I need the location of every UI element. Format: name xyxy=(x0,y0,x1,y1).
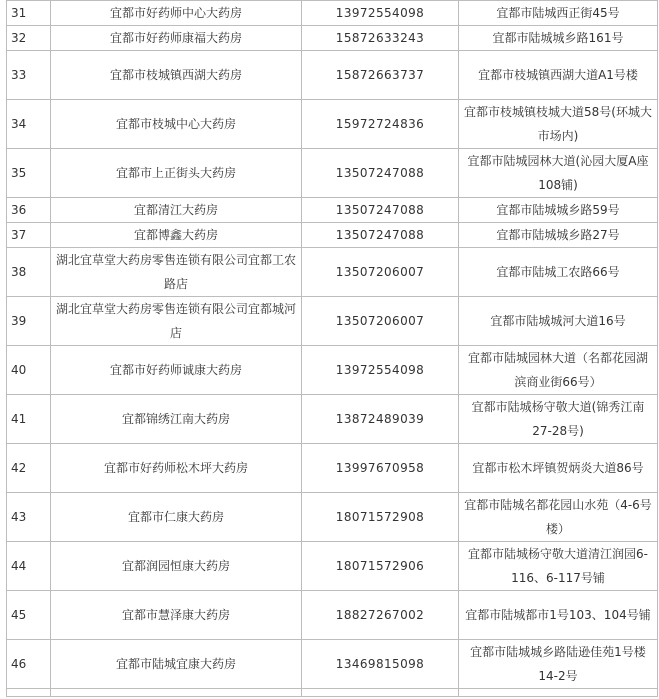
phone-number: 13972554098 xyxy=(302,1,459,26)
phone-number: 13972554098 xyxy=(302,346,459,395)
pharmacy-address: 宜都市陆城城乡路陆逊佳苑1号楼14-2号 xyxy=(459,640,658,689)
row-number: 34 xyxy=(7,100,51,149)
row-number: 41 xyxy=(7,395,51,444)
pharmacy-table xyxy=(6,0,658,697)
phone-number: 13469815098 xyxy=(302,640,459,689)
phone-number: 13507247088 xyxy=(302,149,459,198)
pharmacy-address: 宜都市陆城名都花园山水苑（4-6号楼） xyxy=(459,493,658,542)
pharmacy-address: 宜都市陆城工农路66号 xyxy=(459,248,658,297)
row-number: 43 xyxy=(7,493,51,542)
table-row xyxy=(7,149,658,198)
pharmacy-name: 湖北宜草堂大药房零售连锁有限公司宜都工农路店 xyxy=(51,248,302,297)
pharmacy-name: 宜都市枝城镇西湖大药房 xyxy=(51,51,302,100)
table-row xyxy=(7,640,658,689)
pharmacy-name: 宜都清江大药房 xyxy=(51,198,302,223)
pharmacy-address: 宜都市陆城都市1号103、104号铺 xyxy=(459,591,658,640)
pharmacy-name: 宜都润园恒康大药房 xyxy=(51,542,302,591)
row-number: 32 xyxy=(7,26,51,51)
pharmacy-name: 宜都市枝城中心大药房 xyxy=(51,100,302,149)
pharmacy-address: 宜都市陆城杨守敬大道清江润园6-116、6-117号铺 xyxy=(459,542,658,591)
row-number: 46 xyxy=(7,640,51,689)
empty-cell xyxy=(459,689,658,697)
pharmacy-address: 宜都市陆城杨守敬大道(锦秀江南27-28号) xyxy=(459,395,658,444)
pharmacy-name: 宜都市好药师中心大药房 xyxy=(51,1,302,26)
empty-cell xyxy=(51,689,302,697)
pharmacy-name: 宜都锦绣江南大药房 xyxy=(51,395,302,444)
pharmacy-name: 宜都市陆城宜康大药房 xyxy=(51,640,302,689)
row-number: 33 xyxy=(7,51,51,100)
empty-cell xyxy=(302,689,459,697)
table-row xyxy=(7,542,658,591)
row-number: 44 xyxy=(7,542,51,591)
pharmacy-name: 宜都市上正街头大药房 xyxy=(51,149,302,198)
pharmacy-address: 宜都市陆城城乡路59号 xyxy=(459,198,658,223)
row-number: 37 xyxy=(7,223,51,248)
pharmacy-address: 宜都市陆城园林大道（名都花园湖滨商业街66号） xyxy=(459,346,658,395)
row-number: 31 xyxy=(7,1,51,26)
pharmacy-table-body xyxy=(7,1,658,697)
phone-number: 15872663737 xyxy=(302,51,459,100)
table-row xyxy=(7,591,658,640)
table-row xyxy=(7,100,658,149)
table-row xyxy=(7,395,658,444)
table-row xyxy=(7,444,658,493)
pharmacy-name: 宜都市好药师康福大药房 xyxy=(51,26,302,51)
phone-number: 18827267002 xyxy=(302,591,459,640)
table-row xyxy=(7,297,658,346)
pharmacy-name: 宜都市好药师诚康大药房 xyxy=(51,346,302,395)
row-number: 38 xyxy=(7,248,51,297)
phone-number: 18071572908 xyxy=(302,493,459,542)
phone-number: 13507247088 xyxy=(302,198,459,223)
pharmacy-name: 宜都博鑫大药房 xyxy=(51,223,302,248)
table-row xyxy=(7,223,658,248)
pharmacy-address: 宜都市陆城西正街45号 xyxy=(459,1,658,26)
table-row xyxy=(7,198,658,223)
row-number: 39 xyxy=(7,297,51,346)
pharmacy-address: 宜都市枝城镇西湖大道A1号楼 xyxy=(459,51,658,100)
pharmacy-address: 宜都市枝城镇枝城大道58号(环城大市场内) xyxy=(459,100,658,149)
phone-number: 13872489039 xyxy=(302,395,459,444)
phone-number: 13507206007 xyxy=(302,248,459,297)
pharmacy-address: 宜都市松木坪镇贺炳炎大道86号 xyxy=(459,444,658,493)
table-row xyxy=(7,346,658,395)
row-number: 42 xyxy=(7,444,51,493)
pharmacy-address: 宜都市陆城园林大道(沁园大厦A座108铺) xyxy=(459,149,658,198)
table-row-cutoff xyxy=(7,689,658,697)
phone-number: 13507247088 xyxy=(302,223,459,248)
table-row xyxy=(7,248,658,297)
table-row xyxy=(7,26,658,51)
row-number: 40 xyxy=(7,346,51,395)
pharmacy-address: 宜都市陆城城乡路161号 xyxy=(459,26,658,51)
phone-number: 18071572906 xyxy=(302,542,459,591)
phone-number: 13997670958 xyxy=(302,444,459,493)
pharmacy-address: 宜都市陆城城河大道16号 xyxy=(459,297,658,346)
row-number: 45 xyxy=(7,591,51,640)
pharmacy-address: 宜都市陆城城乡路27号 xyxy=(459,223,658,248)
row-number: 35 xyxy=(7,149,51,198)
phone-number: 13507206007 xyxy=(302,297,459,346)
phone-number: 15872633243 xyxy=(302,26,459,51)
row-number: 36 xyxy=(7,198,51,223)
pharmacy-name: 湖北宜草堂大药房零售连锁有限公司宜都城河店 xyxy=(51,297,302,346)
table-row xyxy=(7,493,658,542)
pharmacy-name: 宜都市仁康大药房 xyxy=(51,493,302,542)
table-row xyxy=(7,1,658,26)
pharmacy-name: 宜都市慧泽康大药房 xyxy=(51,591,302,640)
table-row xyxy=(7,51,658,100)
phone-number: 15972724836 xyxy=(302,100,459,149)
empty-cell xyxy=(7,689,51,697)
pharmacy-name: 宜都市好药师松木坪大药房 xyxy=(51,444,302,493)
